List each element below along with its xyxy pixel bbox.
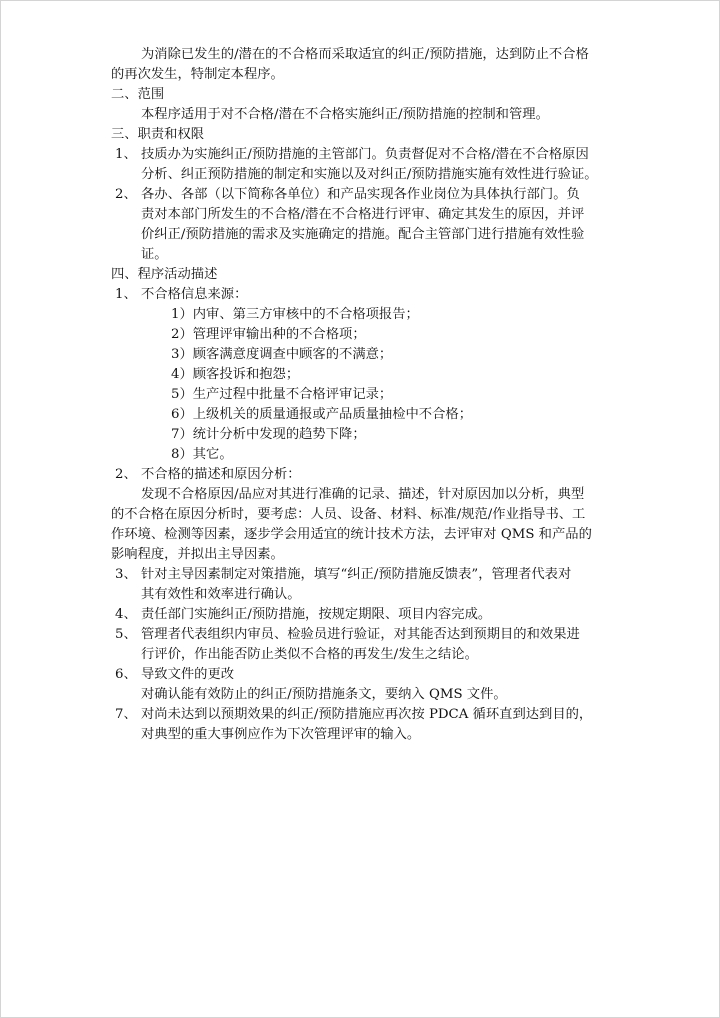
section-4-item-5 [111, 625, 629, 665]
item-number: 1、 [115, 287, 137, 302]
item-number: 7、 [115, 707, 137, 722]
source-item: 8）其它。 [171, 447, 233, 462]
item-text-line: 作环境、检测等因素，逐步学会用适宜的统计技术方法，去评审对 QMS 和产品的 [111, 527, 592, 542]
section-4-heading: 四、程序活动描述 [111, 267, 218, 282]
section-4-item-3 [111, 565, 629, 605]
item-text-line: 对典型的重大事例应作为下次管理评审的输入。 [141, 727, 421, 742]
source-item: 2）管理评审输出种的不合格项； [171, 327, 366, 342]
section-3-item-2 [111, 185, 629, 265]
item-text-line: 管理者代表组织内审员、检验员进行验证，对其能否达到预期目的和效果进 [141, 627, 580, 642]
item-text-line: 行评价，作出能否防止类似不合格的再发生/发生之结论。 [141, 647, 478, 662]
document-body [111, 45, 629, 745]
item-text-line: 的不合格在原因分析时，要考虑：人员、设备、材料、标准/规范/作业指导书、工 [111, 507, 586, 522]
item-text-line: 针对主导因素制定对策措施，填写“纠正/预防措施反馈表”，管理者代表对 [141, 567, 572, 582]
section-4-item-1 [111, 285, 629, 305]
section-2-text: 本程序适用于对不合格/潜在不合格实施纠正/预防措施的控制和管理。 [141, 107, 549, 122]
source-item: 6）上级机关的质量通报或产品质量抽检中不合格； [171, 407, 472, 422]
source-item: 3）顾客满意度调查中顾客的不满意； [171, 347, 393, 362]
section-3-heading: 三、职责和权限 [111, 127, 205, 142]
item-title: 不合格信息来源： [141, 287, 248, 302]
item-title: 导致文件的更改 [141, 667, 235, 682]
source-list [111, 305, 629, 465]
item-number: 4、 [115, 607, 137, 622]
item-text-line: 责任部门实施纠正/预防措施，按规定期限、项目内容完成。 [141, 607, 492, 622]
item-text-line: 责对本部门所发生的不合格/潜在不合格进行评审、确定其发生的原因，并评 [141, 207, 585, 222]
item-text-line: 对确认能有效防止的纠正/预防措施条文，要纳入 QMS 文件。 [141, 687, 507, 702]
item-number: 3、 [115, 567, 137, 582]
item-text-line: 其有效性和效率进行确认。 [141, 587, 301, 602]
source-item: 5）生产过程中批量不合格评审记录； [171, 387, 393, 402]
item-title: 不合格的描述和原因分析： [141, 467, 301, 482]
item-text-line: 各办、各部（以下简称各单位）和产品实现各作业岗位为具体执行部门。负 [141, 187, 580, 202]
item-text-line: 对尚未达到以预期效果的纠正/预防措施应再次按 PDCA 循环直到达到目的， [141, 707, 593, 722]
item-text-line: 分析、纠正预防措施的制定和实施以及对纠正/预防措施实施有效性进行验证。 [141, 167, 598, 182]
item-text-line: 价纠正/预防措施的需求及实施确定的措施。配合主管部门进行措施有效性验 [141, 227, 585, 242]
item-number: 6、 [115, 667, 137, 682]
item-number: 2、 [115, 187, 137, 202]
section-2-heading: 二、范围 [111, 87, 165, 102]
item-number: 1、 [115, 147, 137, 162]
item-text-line: 证。 [141, 247, 168, 262]
source-item: 4）顾客投诉和抱怨； [171, 367, 300, 382]
item-text-line: 技质办为实施纠正/预防措施的主管部门。负责督促对不合格/潜在不合格原因 [141, 147, 589, 162]
item-number: 2、 [115, 467, 137, 482]
section-4-item-7 [111, 705, 629, 745]
item-text-line: 发现不合格原因/品应对其进行准确的记录、描述，针对原因加以分析，典型 [141, 487, 585, 502]
section-4-item-6 [111, 665, 629, 705]
intro-line-1: 为消除已发生的/潜在的不合格而采取适宜的纠正/预防措施，达到防止不合格 [141, 47, 589, 62]
section-3-item-1 [111, 145, 629, 185]
section-4-item-4 [111, 605, 629, 625]
item-text-line: 影响程度，并拟出主导因素。 [111, 547, 284, 562]
section-4-item-2 [111, 465, 629, 485]
source-item: 7）统计分析中发现的趋势下降； [171, 427, 366, 442]
source-item: 1）内审、第三方审核中的不合格项报告； [171, 307, 419, 322]
item-number: 5、 [115, 627, 137, 642]
intro-line-2: 的再次发生，特制定本程序。 [111, 67, 284, 82]
